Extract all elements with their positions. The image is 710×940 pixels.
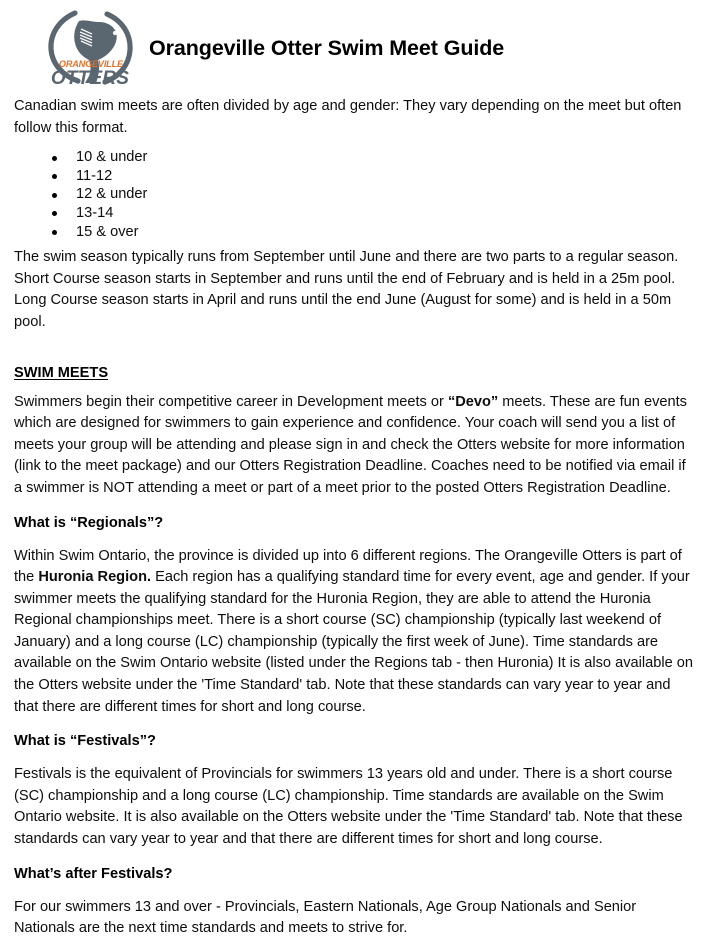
regionals-paragraph — [14, 546, 696, 719]
devo-paragraph — [14, 392, 696, 500]
list-item: 12 & under — [14, 185, 696, 204]
age-group-list — [14, 148, 696, 241]
spacer — [14, 334, 696, 363]
subheading-regionals: What is “Regionals”? — [14, 514, 164, 531]
section-heading-swim-meets: SWIM MEETS — [14, 364, 109, 381]
festivals-paragraph: Festivals is the equivalent of Provincials for swimmers 13 years old and under. There is a short course (SC) championship and a long course (LC) championship. Time standards are available on the Swim Ontario website. It is also available on the Otters website under the 'Time Standard' tab. Note that these standards can vary year to year and that there are different times for short and long course. — [14, 766, 683, 848]
spacer — [14, 383, 696, 392]
regionals-text-part2: Each region has a qualifying standard time for every event, age and gender. If your swimmer meets the qualifying standard for the Huronia Region, they are able to attend the Huronia Regional championships meet. There is a short course (SC) championship (typically last weekend of January) and a long course (LC) championship (typically the first week of June). Time standards are available on the Swim Ontario website (listed under the Regions tab - then Huronia) It is also available on the Otters website under the 'Time Standard' tab. Note that these standards can vary year to year and that there are different times for short and long course. — [14, 569, 693, 715]
devo-emphasis: “Devo” — [447, 393, 499, 410]
regionals-emphasis: Huronia Region. — [38, 569, 152, 586]
document-body — [13, 96, 697, 940]
intro-paragraph: Canadian swim meets are often divided by age and gender: They vary depending on the meet but often follow this format. — [14, 98, 682, 136]
after-festivals-paragraph: For our swimmers 13 and over - Provincials, Eastern Nationals, Age Group Nationals and Senior Nationals are the next time standards and meets to strive for. — [14, 898, 637, 937]
season-paragraph: The swim season typically runs from September until June and there are two parts to a regular season. Short Course season starts in September and runs until the end of February and is held in a 25m pool. Long Course season starts in April and runs until the end June (August for some) and is held in a 50m pool. — [14, 249, 679, 330]
spacer — [14, 718, 696, 731]
document-header — [13, 0, 697, 96]
subheading-after-festivals: What’s after Festivals? — [14, 865, 173, 882]
devo-text-part1: Swimmers begin their competitive career in Development meets or — [14, 393, 448, 410]
spacer — [14, 884, 696, 897]
list-item: 15 & over — [14, 223, 696, 242]
list-item: 13-14 — [14, 204, 696, 223]
logo-wordmark-otters: OTTERS — [50, 68, 130, 89]
spacer — [14, 500, 696, 513]
logo-wordmark-orangeville: ORANGEVILLE — [58, 59, 123, 69]
otter-head-logo — [45, 5, 135, 91]
subheading-festivals: What is “Festivals”? — [14, 733, 156, 750]
page-title: Orangeville Otter Swim Meet Guide — [149, 35, 505, 60]
spacer — [14, 851, 696, 864]
list-item: 11-12 — [14, 167, 696, 186]
regionals-text-part1: Within Swim Ontario, the province is divided up into 6 different regions. The Orangeville Otters is part of the — [14, 547, 682, 586]
spacer — [14, 533, 696, 546]
devo-text-part2: meets. These are fun events which are designed for swimmers to gain experience and confidence. Your coach will send you a list of meets your group will be attending and please sign in and check the Otters website for more information (link to the meet package) and our Otters Registration Deadline. Coaches need to be notified via email if a swimmer is NOT attending a meet or part of a meet prior to the posted Otters Registration Deadline. — [14, 393, 687, 496]
spacer — [14, 751, 696, 764]
list-item: 10 & under — [14, 148, 696, 167]
